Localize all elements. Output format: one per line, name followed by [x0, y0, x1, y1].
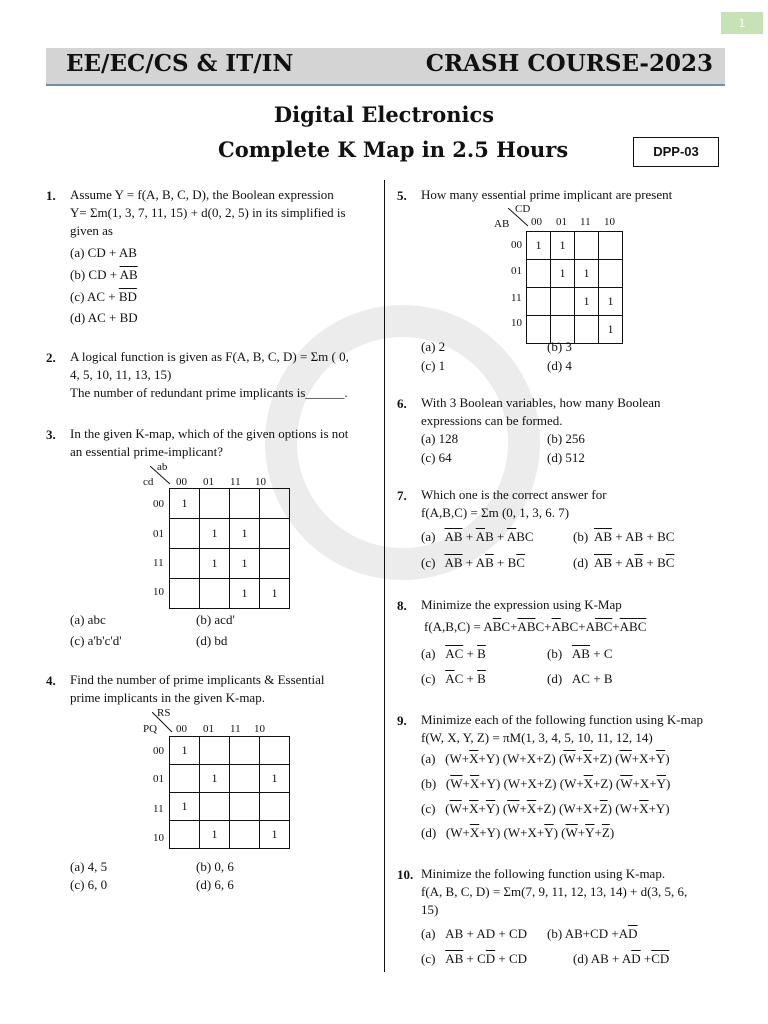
q1-c-overline: $\overline{BD}$	[118, 289, 137, 304]
q7-b-t2: AB	[625, 529, 644, 544]
q7-c-label: (c)	[421, 555, 436, 570]
kmap3-cell	[599, 232, 623, 260]
q9-option-d[interactable]: (d) $(W+\overline{X}+Y)$ $(W+X+\overline{Y})$ $(\overline{W}+\overline{Y}+\overline{Z})$	[421, 825, 615, 840]
q8-c-p: +	[463, 671, 478, 686]
kmap3-cell: 1	[599, 288, 623, 316]
q7-c-t2a: A	[475, 555, 486, 570]
kmap2-cell	[230, 821, 260, 849]
kmap2-cell	[230, 765, 260, 793]
kmap2-cell: 1	[200, 765, 230, 793]
kmap2-top-var: RS	[157, 707, 171, 719]
q8-option-a[interactable]	[421, 645, 486, 663]
q7-a-p2: +	[493, 529, 507, 544]
q7-line1: Which one is the correct answer for	[421, 487, 607, 502]
q6-option-a[interactable]: (a) 128	[421, 431, 459, 446]
kmap1-col-1: 01	[203, 476, 214, 488]
q5-option-a[interactable]: (a) 2	[421, 339, 446, 354]
kmap1-cell: 1	[230, 579, 260, 609]
q2-line2: 4, 5, 10, 11, 13, 15)	[70, 367, 172, 382]
q10-option-d[interactable]: (d) AB + $A\overline{D} +\overline{C}\overline{D}$	[573, 951, 670, 966]
kmap1-top-var: ab	[157, 461, 168, 473]
kmap2-col-2: 11	[230, 723, 241, 735]
q3-number: 3.	[46, 427, 56, 442]
kmap1-cell	[170, 579, 200, 609]
dpp-badge: DPP-03	[633, 137, 719, 167]
kmap3-cell	[575, 232, 599, 260]
q8-c-label: (c)	[421, 671, 436, 686]
kmap3-diagonal	[508, 208, 530, 228]
kmap2-row-3: 10	[153, 832, 164, 844]
q10-option-c[interactable]: (c) $\overline{AB} + C\overline{D}$ + CD	[421, 951, 528, 966]
header-left: EE/EC/CS & IT/IN	[66, 50, 294, 77]
q7-d-t2a: A	[625, 555, 635, 570]
q8-option-c[interactable]	[421, 670, 486, 688]
page-subtitle: Complete K Map in 2.5 Hours	[218, 137, 569, 162]
q7-c-t3a: B	[507, 555, 517, 570]
kmap2-cell	[170, 765, 200, 793]
q8-a-t2: $\overline{B}$	[477, 646, 486, 661]
kmap3-cell: 1	[551, 260, 575, 288]
q5-text: How many essential prime implicant are present	[421, 187, 673, 202]
kmap1-cell: 1	[230, 549, 260, 579]
q8-c-t1b: C	[454, 671, 464, 686]
kmap3-cell: 1	[551, 232, 575, 260]
kmap3-cell	[575, 316, 599, 344]
q7-b-t3: BC	[657, 529, 675, 544]
q7-a-label: (a)	[421, 529, 436, 544]
q7-option-c[interactable]	[421, 554, 525, 572]
q7-option-b[interactable]	[573, 528, 674, 546]
q10-line3: 15)	[421, 902, 439, 917]
q8-b-t2: + C	[589, 646, 613, 661]
kmap1-cell: 1	[170, 489, 200, 519]
q9-line1: Minimize each of the following function using K-map	[421, 712, 703, 727]
kmap2-cell	[260, 737, 290, 765]
q3-option-d[interactable]: (d) bd	[196, 633, 228, 648]
q7-c-p2: +	[493, 555, 508, 570]
kmap2-cell: 1	[170, 793, 200, 821]
q3-text	[70, 425, 348, 461]
kmap1-cell	[200, 579, 230, 609]
q1-line3: given as	[70, 223, 113, 238]
q7-d-t3a: B	[657, 555, 666, 570]
q7-b-t1: $\overline{AB}$	[593, 529, 613, 544]
kmap1-cell	[260, 549, 290, 579]
q1-number: 1.	[46, 188, 56, 203]
kmap1-col-2: 11	[230, 476, 241, 488]
kmap1-cell: 1	[200, 519, 230, 549]
q8-d-t1: AC	[571, 671, 590, 686]
q1-option-b[interactable]	[70, 266, 138, 284]
q10-number: 10.	[397, 867, 414, 882]
kmap2-cell	[200, 793, 230, 821]
q8-d-t2: B	[603, 671, 613, 686]
q4-line1: Find the number of prime implicants & Essential	[70, 672, 325, 687]
q7-a-t1: $\overline{AB}$	[444, 529, 463, 544]
page-number: 1	[721, 12, 763, 34]
q7-c-p1: +	[462, 555, 476, 570]
q4-option-b[interactable]: (b) 0, 6	[196, 859, 234, 874]
kmap3-cell: 1	[599, 316, 623, 344]
kmap1-diagonal	[150, 466, 172, 486]
q2-number: 2.	[46, 350, 56, 365]
q3-option-a[interactable]: (a) abc	[70, 612, 106, 627]
kmap1-cell: 1	[260, 579, 290, 609]
kmap1-cell	[230, 489, 260, 519]
q2-text	[70, 348, 349, 402]
q5-option-b[interactable]: (b) 3	[547, 339, 572, 354]
q7-b-p2: +	[643, 529, 658, 544]
q7-c-t3b: $\overline{C}$	[516, 555, 525, 570]
q8-c-t2: $\overline{B}$	[477, 671, 486, 686]
kmap2-diagonal	[152, 712, 174, 734]
kmap2-cell: 1	[170, 737, 200, 765]
kmap3-cell	[527, 260, 551, 288]
kmap1-cell	[170, 549, 200, 579]
q9-line2: f(W, X, Y, Z) = πM(1, 3, 4, 5, 10, 11, 12, 14)	[421, 730, 653, 745]
q6-line1: With 3 Boolean variables, how many Boolean	[421, 395, 661, 410]
kmap1-row-2: 11	[153, 557, 164, 569]
q8-a-label: (a)	[421, 646, 436, 661]
kmap1-row-0: 00	[153, 498, 164, 510]
q7-c-t1: $\overline{AB}$	[444, 555, 463, 570]
q7-d-p2: +	[643, 555, 658, 570]
kmap3-cell: 1	[575, 260, 599, 288]
q3-option-b[interactable]: (b) acd'	[196, 612, 235, 627]
kmap2-col-0: 00	[176, 723, 187, 735]
kmap2-cell: 1	[260, 765, 290, 793]
kmap2-row-0: 00	[153, 745, 164, 757]
q3-option-c[interactable]: (c) a'b'c'd'	[70, 633, 122, 648]
q7-line2: f(A,B,C) = Σm (0, 1, 3, 6. 7)	[421, 505, 570, 520]
q1-c-pre: (c) AC +	[70, 289, 119, 304]
q2-line1: A logical function is given as F(A, B, C, D) = Σm ( 0,	[70, 349, 349, 364]
kmap2-grid	[169, 736, 290, 849]
q10-line2: f(A, B, C, D) = Σm(7, 9, 11, 12, 13, 14) + d(3, 5, 6,	[421, 884, 688, 899]
kmap2-cell: 1	[200, 821, 230, 849]
kmap3-row-0: 00	[511, 239, 522, 251]
kmap3-cell	[551, 288, 575, 316]
q10-b-ol: $\overline{D}$	[628, 926, 638, 941]
q8-d-p: +	[589, 671, 604, 686]
q9-number: 9.	[397, 713, 407, 728]
q8-option-b[interactable]	[547, 645, 613, 663]
kmap3-top-var: CD	[515, 203, 531, 215]
q1-option-a[interactable]: (a) CD + AB	[70, 245, 137, 260]
q1-b-overline: $\overline{AB}$	[119, 267, 138, 282]
kmap3-col-2: 11	[580, 216, 591, 228]
q10-line1: Minimize the following function using K-map.	[421, 866, 666, 881]
kmap1-cell	[170, 519, 200, 549]
q1-b-pre: (b) CD +	[70, 267, 120, 282]
q7-text	[421, 486, 607, 522]
kmap3-col-1: 01	[556, 216, 567, 228]
q7-d-t2b: $\overline{B}$	[634, 555, 644, 570]
q1-option-d[interactable]: (d) AC + BD	[70, 310, 138, 325]
kmap1-row-3: 10	[153, 586, 164, 598]
page-title: Digital Electronics	[273, 102, 495, 127]
q6-text	[421, 394, 661, 430]
q9-option-c[interactable]: (c) $(\overline{W}+\overline{X}+\overline{Y})$ $(\overline{W}+\overline{X}+Z)$ $(W+X+\overline{Z})$ $(W+\overline{X}+Y)$	[421, 801, 670, 816]
q2-line3: The number of redundant prime implicants is______.	[70, 385, 348, 400]
q7-a-t3a: $\overline{A}$	[506, 529, 517, 544]
q4-option-c[interactable]: (c) 6, 0	[70, 877, 108, 892]
q4-option-d[interactable]: (d) 6, 6	[196, 877, 234, 892]
kmap1-grid	[169, 488, 290, 609]
kmap2-cell	[230, 793, 260, 821]
q8-text: Minimize the expression using K-Map	[421, 597, 622, 612]
kmap3-cell: 1	[527, 232, 551, 260]
q3-line2: an essential prime-implicant?	[70, 444, 224, 459]
q10-option-a[interactable]: (a) AB + AD + CD	[421, 926, 534, 941]
q1-line2: Y= Σm(1, 3, 7, 11, 15) + d(0, 2, 5) in its simplified is	[70, 205, 346, 220]
q7-d-label: (d)	[573, 555, 589, 570]
kmap1-col-3: 10	[255, 476, 266, 488]
q7-a-t3b: BC	[516, 529, 534, 544]
q8-a-p: +	[463, 646, 478, 661]
kmap3-left-var: AB	[494, 218, 510, 230]
q7-option-a[interactable]	[421, 528, 534, 546]
q9-text	[421, 711, 703, 747]
kmap2-cell: 1	[260, 821, 290, 849]
kmap2-row-2: 11	[153, 803, 164, 815]
q8-expression: $f(A,B,C) = A\overline{B}C+\overline{A}\overline{B}C+\overline{A}BC+A\overline{B}\overline{C}+\overline{A}\overline{B}\overline{C}$	[424, 619, 647, 634]
q10-option-b[interactable]	[547, 925, 638, 943]
kmap2-cell	[170, 821, 200, 849]
q8-c-t1a: $\overline{A}$	[445, 671, 455, 686]
q5-number: 5.	[397, 188, 407, 203]
q7-d-p1: +	[612, 555, 626, 570]
kmap1-cell	[260, 519, 290, 549]
q7-c-t2b: $\overline{B}$	[485, 555, 494, 570]
q7-d-t3b: $\overline{C}$	[665, 555, 675, 570]
q9-option-b[interactable]: (b) $(\overline{W}+\overline{X}+Y)$ (W+X+Z) $(W+\overline{X}+Z)$ $(\overline{W}+X+\overline{Y})$	[421, 776, 671, 791]
q8-option-d[interactable]	[547, 670, 613, 688]
q8-number: 8.	[397, 598, 407, 613]
q7-b-label: (b)	[573, 529, 589, 544]
kmap3-cell: 1	[575, 288, 599, 316]
kmap3-cell	[599, 260, 623, 288]
kmap2-row-1: 01	[153, 773, 164, 785]
q7-option-d[interactable]	[573, 554, 674, 572]
kmap1-cell: 1	[200, 549, 230, 579]
q8-b-label: (b)	[547, 646, 563, 661]
kmap2-cell	[230, 737, 260, 765]
q7-b-p1: +	[612, 529, 626, 544]
q7-a-p1: +	[462, 529, 476, 544]
q8-a-t1: $\overline{AC}$	[445, 646, 464, 661]
q6-option-c[interactable]: (c) 64	[421, 450, 452, 465]
q1-line1: Assume Y = f(A, B, C, D), the Boolean expression	[70, 187, 334, 202]
kmap1-cell	[200, 489, 230, 519]
q7-d-t1: $\overline{AB}$	[593, 555, 613, 570]
kmap2-cell	[260, 793, 290, 821]
q1-text	[70, 186, 346, 240]
q4-option-a[interactable]: (a) 4, 5	[70, 859, 108, 874]
q6-line2: expressions can be formed.	[421, 413, 563, 428]
kmap3-row-1: 01	[511, 265, 522, 277]
kmap3-grid	[526, 231, 623, 344]
q7-a-t2a: $\overline{A}$	[475, 529, 486, 544]
q5-option-c[interactable]: (c) 1	[421, 358, 446, 373]
q6-number: 6.	[397, 396, 407, 411]
kmap2-left-var: PQ	[143, 723, 158, 735]
kmap3-col-0: 00	[531, 216, 542, 228]
q5-option-d[interactable]: (d) 4	[547, 358, 572, 373]
q6-option-d[interactable]: (d) 512	[547, 450, 585, 465]
column-divider	[384, 180, 385, 972]
q4-text	[70, 671, 325, 707]
kmap1-cell	[260, 489, 290, 519]
q7-number: 7.	[397, 488, 407, 503]
kmap1-col-0: 00	[176, 476, 187, 488]
q8-b-t1: $\overline{AB}$	[571, 646, 590, 661]
kmap2-col-3: 10	[254, 723, 265, 735]
kmap3-row-3: 10	[511, 317, 522, 329]
kmap1-row-1: 01	[153, 528, 164, 540]
kmap1-left-var: cd	[143, 476, 154, 488]
q10-text	[421, 865, 687, 919]
kmap1-cell: 1	[230, 519, 260, 549]
kmap3-cell	[527, 288, 551, 316]
q4-line2: prime implicants in the given K-map.	[70, 690, 265, 705]
q6-option-b[interactable]: (b) 256	[547, 431, 585, 446]
header-right: CRASH COURSE-2023	[425, 50, 713, 77]
header-banner	[46, 48, 725, 86]
q1-option-c[interactable]	[70, 288, 137, 306]
kmap3-row-2: 11	[511, 292, 522, 304]
q8-d-label: (d)	[547, 671, 563, 686]
kmap2-col-1: 01	[203, 723, 214, 735]
q3-line1: In the given K-map, which of the given options is not	[70, 426, 349, 441]
q10-b-text: (b) AB+CD +A	[547, 926, 629, 941]
kmap2-cell	[200, 737, 230, 765]
q9-option-a[interactable]: (a) $(W+\overline{X}+Y)$ (W+X+Z) $(\overline{W}+\overline{X}+Z)$ $(\overline{W}+X+\overline{Y})$	[421, 751, 670, 766]
kmap3-col-3: 10	[604, 216, 615, 228]
q4-number: 4.	[46, 673, 56, 688]
q7-a-t2b: B	[485, 529, 494, 544]
